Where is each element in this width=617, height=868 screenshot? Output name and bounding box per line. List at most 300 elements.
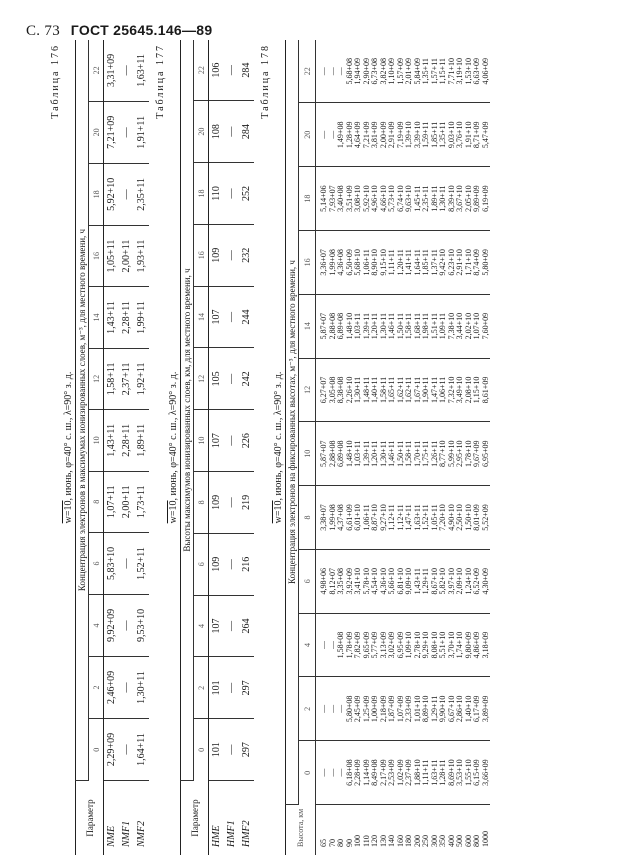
cell-value: 1,14+09 bbox=[361, 759, 371, 786]
cell-value: 8,49+08 bbox=[370, 759, 379, 786]
hour-header: 16 bbox=[89, 225, 104, 286]
cell-value: 1,78+10 bbox=[463, 440, 473, 467]
cell-value: 1,30+11 bbox=[378, 313, 388, 340]
cell-value: 8,89+10 bbox=[421, 695, 430, 723]
cell-value: 1,59+11 bbox=[421, 121, 430, 148]
cell-value: 3,41+10 bbox=[353, 568, 362, 595]
height-value: 140 bbox=[387, 835, 396, 847]
cell-value: 3,89+09 bbox=[480, 695, 490, 723]
cell-value: 6,89+08 bbox=[336, 440, 345, 467]
hour-column bbox=[316, 677, 491, 741]
cell-value: 1,58+11 bbox=[378, 376, 388, 404]
cell-value: 1,92+11 bbox=[134, 348, 149, 409]
cell-value: 8,87+10 bbox=[370, 504, 379, 531]
cell-value: 6,81+10 bbox=[395, 568, 405, 595]
table-176-caption: Таблица 176 bbox=[50, 44, 61, 119]
cell-value: 9,09+10 bbox=[404, 568, 413, 595]
hour-header: 10 bbox=[194, 410, 209, 472]
param-name: HMF1 bbox=[226, 820, 237, 847]
cell-value: 108 bbox=[209, 101, 225, 163]
cell-value: 6,01+10 bbox=[353, 504, 362, 531]
param-name: HMF2 bbox=[241, 820, 252, 847]
hour-header: 4 bbox=[89, 594, 104, 656]
cell-value: 1,37+11 bbox=[429, 249, 439, 276]
cell-value: 1,99+08 bbox=[327, 249, 337, 276]
cell-value: 1,63+11 bbox=[412, 504, 422, 531]
cell-value: 5,51+10 bbox=[438, 631, 447, 659]
cell-value: 5,68+10 bbox=[353, 249, 362, 276]
cell-value: — bbox=[224, 348, 239, 410]
height-value: 65 bbox=[319, 839, 328, 847]
hour-header: 10 bbox=[299, 422, 316, 486]
hour-header: 0 bbox=[89, 718, 104, 780]
cell-value: 1,50+10 bbox=[463, 504, 473, 531]
cell-value: 1,15+10 bbox=[472, 376, 481, 404]
cell-value: 1,35+11 bbox=[438, 121, 447, 148]
cell-value: 1,06+11 bbox=[361, 249, 371, 276]
cell-value: 8,71+09 bbox=[472, 121, 481, 149]
cell-value: 264 bbox=[239, 595, 254, 657]
cell-value: 2,18+09 bbox=[378, 695, 388, 723]
cell-value: 1,26+11 bbox=[429, 440, 439, 467]
cell-value: 1,43+11 bbox=[104, 287, 120, 348]
cell-value: 5,68+08 bbox=[344, 57, 354, 85]
cell-value: 1,51+11 bbox=[429, 313, 439, 340]
cell-value: — bbox=[224, 101, 239, 163]
cell-value: 109 bbox=[209, 533, 225, 595]
cell-value: 1,88+10 bbox=[412, 759, 422, 786]
height-value: 70 bbox=[327, 839, 337, 847]
cell-value: 3,13+09 bbox=[378, 631, 388, 659]
cell-value: 1,45+11 bbox=[412, 185, 422, 212]
hour-header: 20 bbox=[299, 103, 316, 167]
cell-value: 1,53+10 bbox=[463, 57, 473, 85]
cell-value: 2,28+11 bbox=[119, 410, 134, 471]
cell-value: 7,60+09 bbox=[480, 312, 490, 340]
cell-value: 2,08+10 bbox=[463, 376, 473, 404]
cell-value: 2,78+10 bbox=[412, 631, 422, 659]
cell-value: — bbox=[327, 67, 337, 76]
cell-value: — bbox=[224, 719, 239, 781]
cell-value: 9,15+10 bbox=[378, 249, 388, 276]
cell-value: 1,63+11 bbox=[429, 759, 439, 786]
cell-value: 1,28+09 bbox=[344, 121, 354, 149]
cell-value: 1,06+11 bbox=[361, 504, 371, 531]
cell-value: 2,35+11 bbox=[421, 185, 430, 212]
cell-value: 216 bbox=[239, 533, 254, 595]
cell-value: 1,99+08 bbox=[327, 504, 337, 531]
hour-header: 0 bbox=[299, 741, 316, 805]
cell-value: 3,97+10 bbox=[446, 568, 456, 595]
cell-value: 1,30+11 bbox=[353, 376, 362, 404]
hour-column bbox=[316, 294, 491, 358]
cell-value: 7,19+09 bbox=[395, 121, 405, 149]
standard-number: ГОСТ 25645.146—89 bbox=[70, 22, 213, 38]
height-value: 1000 bbox=[480, 831, 490, 847]
cell-value: 1,05+11 bbox=[429, 504, 439, 531]
hour-header: 6 bbox=[194, 533, 209, 595]
param-header: Параметр bbox=[76, 781, 104, 856]
cell-value: 7,21+09 bbox=[104, 101, 120, 163]
cell-value: 8,39+10 bbox=[446, 185, 456, 212]
cell-value: 9,42+10 bbox=[438, 249, 447, 276]
cell-value: 1,01+10 bbox=[412, 695, 422, 723]
cell-value: 4,96+10 bbox=[370, 185, 379, 212]
param-name: NMF2 bbox=[136, 820, 147, 847]
cell-value: 1,20+11 bbox=[370, 440, 379, 467]
cell-value: 3,67+10 bbox=[455, 185, 464, 212]
table-178-caption: Таблица 178 bbox=[260, 44, 271, 119]
cell-value: 3,40+08 bbox=[336, 185, 345, 212]
cell-value: 8,12+07 bbox=[327, 568, 337, 595]
cell-value: 5,92+10 bbox=[361, 185, 371, 212]
cell-value: 9,03+10 bbox=[446, 121, 456, 149]
cell-value: 3,31+09 bbox=[104, 40, 120, 101]
cell-value: 2,53+09 bbox=[387, 759, 396, 786]
hour-header: 10 bbox=[89, 410, 104, 471]
cell-value: 1,68+11 bbox=[412, 313, 422, 340]
height-value: 80 bbox=[336, 839, 345, 847]
cell-value: 1,41+11 bbox=[404, 249, 413, 276]
cell-value: 9,90+10 bbox=[438, 695, 447, 723]
param-name: NMF1 bbox=[121, 820, 132, 847]
cell-value: 105 bbox=[209, 348, 225, 410]
cell-value: 2,91+10 bbox=[455, 249, 464, 276]
cell-value: 4,30+09 bbox=[480, 568, 490, 595]
cell-value: 3,05+08 bbox=[327, 376, 337, 404]
cell-value: 3,70+10 bbox=[446, 631, 456, 659]
cell-value: 2,95+10 bbox=[455, 440, 464, 467]
cell-value: 1,20+11 bbox=[395, 249, 405, 276]
height-value: 200 bbox=[412, 835, 422, 847]
cell-value: — bbox=[319, 704, 328, 713]
cell-value: 1,02+09 bbox=[395, 759, 405, 786]
table-row bbox=[224, 40, 239, 855]
hour-header: 2 bbox=[89, 656, 104, 718]
page-header bbox=[26, 22, 212, 40]
height-value: 110 bbox=[361, 835, 371, 847]
cell-value: 2,91+09 bbox=[387, 121, 396, 149]
cell-value: 1,06+11 bbox=[438, 376, 447, 404]
cell-value: 109 bbox=[209, 472, 225, 534]
cell-value: 1,58+11 bbox=[104, 348, 120, 409]
table-177-title: w=10, июнь, φ=40° с. ш., λ=90° з. д. bbox=[168, 371, 179, 524]
cell-value: 226 bbox=[239, 410, 254, 472]
cell-value: 1,50+11 bbox=[395, 313, 405, 340]
hour-header: 4 bbox=[299, 613, 316, 677]
cell-value: 2,05+10 bbox=[463, 185, 473, 212]
hour-header: 16 bbox=[194, 224, 209, 286]
cell-value: 1,39+10 bbox=[404, 121, 413, 149]
cell-value: 1,85+11 bbox=[421, 249, 430, 276]
cell-value: 232 bbox=[239, 224, 254, 286]
cell-value: 1,87+09 bbox=[387, 695, 396, 723]
cell-value: 6,50+09 bbox=[344, 249, 354, 276]
cell-value: 1,30+11 bbox=[438, 185, 447, 212]
hour-header: 12 bbox=[194, 348, 209, 410]
cell-value: 1,24+10 bbox=[463, 568, 473, 595]
table-177-caption: Таблица 177 bbox=[155, 44, 166, 119]
cell-value: 3,76+10 bbox=[455, 121, 464, 149]
table-176 bbox=[75, 40, 149, 855]
cell-value: 2,00+11 bbox=[119, 225, 134, 286]
cell-value: 8,69+10 bbox=[446, 759, 456, 786]
cell-value: 5,84+09 bbox=[412, 57, 422, 85]
cell-value: 242 bbox=[239, 348, 254, 410]
cell-value: 9,65+09 bbox=[361, 631, 371, 659]
table-row bbox=[104, 40, 120, 855]
table-row bbox=[209, 40, 225, 855]
cell-value: 8,77+10 bbox=[438, 440, 447, 467]
cell-value: 6,15+09 bbox=[472, 759, 481, 786]
cell-value: 1,75+11 bbox=[421, 440, 430, 467]
height-value: 300 bbox=[429, 835, 439, 847]
cell-value: 1,03+11 bbox=[353, 313, 362, 340]
height-value: 120 bbox=[370, 835, 379, 847]
hour-header: 22 bbox=[89, 40, 104, 101]
cell-value: 8,08+10 bbox=[429, 631, 439, 659]
cell-value: 1,12+11 bbox=[395, 504, 405, 531]
hour-header: 6 bbox=[299, 549, 316, 613]
cell-value: 1,20+11 bbox=[370, 313, 379, 340]
height-value: 350 bbox=[438, 835, 447, 847]
hour-header: 12 bbox=[89, 348, 104, 409]
cell-value: — bbox=[336, 67, 345, 76]
cell-value: 3,66+09 bbox=[480, 759, 490, 786]
cell-value: 2,50+10 bbox=[455, 504, 464, 531]
cell-value: 1,15+11 bbox=[438, 58, 447, 85]
cell-value: 5,73+10 bbox=[387, 185, 396, 212]
hour-header: 22 bbox=[299, 40, 316, 103]
rotated-content bbox=[50, 40, 600, 855]
cell-value: 1,57+11 bbox=[429, 58, 439, 85]
cell-value: 1,30+11 bbox=[134, 656, 149, 718]
cell-value: 1,03+11 bbox=[353, 440, 362, 467]
cell-value: 3,39+10 bbox=[412, 121, 422, 149]
cell-value: 1,62+11 bbox=[404, 376, 413, 404]
cell-value: 107 bbox=[209, 286, 225, 348]
cell-value: 5,52+09 bbox=[480, 504, 490, 531]
cell-value: 1,73+11 bbox=[134, 471, 149, 532]
table-row bbox=[239, 40, 254, 855]
cell-value: 3,19+10 bbox=[455, 57, 464, 85]
hour-header: 14 bbox=[194, 286, 209, 348]
cell-value: 1,52+11 bbox=[421, 504, 430, 531]
cell-value: 2,33+09 bbox=[404, 695, 413, 723]
cell-value: 297 bbox=[239, 719, 254, 781]
cell-value: 2,17+09 bbox=[378, 759, 388, 786]
hour-header: 18 bbox=[194, 163, 209, 225]
cell-value: 1,11+11 bbox=[387, 249, 396, 276]
cell-value: 1,07+11 bbox=[104, 471, 120, 532]
cell-value: 1,70+11 bbox=[412, 440, 422, 467]
cell-value: 101 bbox=[209, 657, 225, 719]
cell-value: 106 bbox=[209, 40, 225, 101]
hour-header: 12 bbox=[299, 358, 316, 422]
cell-value: 1,12+11 bbox=[387, 504, 396, 531]
cell-value: 1,48+10 bbox=[344, 312, 354, 340]
cell-value: — bbox=[327, 130, 337, 139]
cell-value: — bbox=[119, 594, 134, 656]
cell-value: 1,85+11 bbox=[429, 121, 439, 148]
cell-value: 6,23+10 bbox=[446, 249, 456, 276]
cell-value: 9,27+10 bbox=[378, 504, 388, 531]
cell-value: 1,46+11 bbox=[387, 440, 396, 467]
height-column bbox=[316, 805, 491, 856]
cell-value: 284 bbox=[239, 40, 254, 101]
height-value: 180 bbox=[404, 835, 413, 847]
cell-value: 3,51+09 bbox=[344, 185, 354, 212]
table-row bbox=[119, 40, 134, 855]
cell-value: 2,28+11 bbox=[119, 287, 134, 348]
cell-value: 4,37+08 bbox=[336, 504, 345, 531]
cell-value: 1,64+11 bbox=[134, 718, 149, 780]
hour-column bbox=[316, 103, 491, 167]
cell-value: 4,86+09 bbox=[472, 631, 481, 659]
cell-value: 1,58+11 bbox=[404, 440, 413, 467]
cell-value: 1,28+11 bbox=[438, 759, 447, 786]
cell-value: 1,67+11 bbox=[412, 376, 422, 404]
cell-value: 1,58+08 bbox=[336, 631, 345, 659]
hour-header: 20 bbox=[194, 101, 209, 163]
cell-value: 1,89+11 bbox=[429, 185, 439, 212]
cell-value: 1,94+09 bbox=[353, 57, 362, 85]
cell-value: 9,89+09 bbox=[472, 185, 481, 212]
hour-header: 4 bbox=[194, 595, 209, 657]
cell-value: 4,64+09 bbox=[353, 121, 362, 149]
cell-value: 244 bbox=[239, 286, 254, 348]
cell-value: 1,25+09 bbox=[361, 695, 371, 723]
cell-value: 7,38+10 bbox=[446, 312, 456, 340]
cell-value: 4,36+10 bbox=[378, 568, 388, 595]
cell-value: 1,49+08 bbox=[336, 121, 345, 149]
cell-value: 4,06+09 bbox=[480, 57, 490, 85]
cell-value: — bbox=[319, 641, 328, 650]
cell-value: 1,57+09 bbox=[395, 57, 405, 85]
height-value: 160 bbox=[395, 835, 405, 847]
cell-value: 2,37+09 bbox=[404, 759, 413, 786]
cell-value: 6,67+10 bbox=[446, 695, 456, 723]
table-176-subheader: Концентрация электронов в максимумах ионизированных слоев, м⁻³, для местного времени, ч bbox=[76, 40, 89, 781]
hour-column bbox=[316, 40, 491, 103]
cell-value: 6,63+09 bbox=[472, 57, 481, 85]
cell-value: 1,07+09 bbox=[395, 695, 405, 723]
cell-value: 6,74+10 bbox=[395, 185, 405, 212]
cell-value: 2,86+10 bbox=[455, 695, 464, 723]
cell-value: — bbox=[119, 532, 134, 594]
cell-value: — bbox=[224, 595, 239, 657]
cell-value: 109 bbox=[209, 224, 225, 286]
hour-header: 0 bbox=[194, 719, 209, 781]
cell-value: 7,20+10 bbox=[438, 504, 447, 531]
cell-value: — bbox=[224, 286, 239, 348]
cell-value: 5,87+07 bbox=[319, 440, 328, 467]
cell-value: 7,93+07 bbox=[327, 185, 337, 212]
cell-value: 1,48+11 bbox=[361, 376, 371, 404]
hour-column bbox=[316, 549, 491, 613]
cell-value: 1,47+11 bbox=[404, 504, 413, 531]
height-value: 600 bbox=[463, 835, 473, 847]
table-178 bbox=[285, 40, 490, 855]
cell-value: 9,80+09 bbox=[463, 631, 473, 659]
cell-value: 1,29+11 bbox=[429, 695, 439, 722]
cell-value: 101 bbox=[209, 719, 225, 781]
cell-value: 110 bbox=[209, 163, 225, 225]
cell-value: 1,00+09 bbox=[370, 695, 379, 723]
cell-value: — bbox=[224, 533, 239, 595]
cell-value: 7,21+09 bbox=[361, 121, 371, 149]
cell-value: 1,43+11 bbox=[412, 568, 422, 595]
cell-value: 6,17+09 bbox=[472, 695, 481, 723]
cell-value: 6,61+09 bbox=[344, 504, 354, 531]
cell-value: 7,32+10 bbox=[446, 376, 456, 404]
cell-value: 5,82+10 bbox=[438, 568, 447, 595]
height-header: Высота, км bbox=[286, 805, 316, 856]
cell-value: 8,61+09 bbox=[480, 376, 490, 404]
cell-value: — bbox=[119, 101, 134, 163]
cell-value: 107 bbox=[209, 595, 225, 657]
cell-value: 1,46+11 bbox=[387, 313, 396, 340]
cell-value: 5,87+07 bbox=[319, 312, 328, 340]
cell-value: 9,29+10 bbox=[421, 631, 430, 659]
cell-value: 3,18+09 bbox=[480, 631, 490, 659]
hour-column bbox=[316, 486, 491, 550]
hour-header: 6 bbox=[89, 532, 104, 594]
hour-header: 2 bbox=[299, 677, 316, 741]
cell-value: 9,92+09 bbox=[104, 594, 120, 656]
cell-value: — bbox=[119, 656, 134, 718]
cell-value: 6,89+08 bbox=[336, 312, 345, 340]
cell-value: 2,45+09 bbox=[353, 695, 362, 723]
page-number: С. 73 bbox=[26, 23, 61, 39]
height-value: 90 bbox=[344, 839, 354, 847]
cell-value: 3,49+10 bbox=[455, 376, 464, 404]
table-177 bbox=[180, 40, 254, 855]
cell-value: 6,18+08 bbox=[344, 759, 354, 786]
cell-value: — bbox=[224, 224, 239, 286]
cell-value: 1,91+11 bbox=[134, 101, 149, 163]
cell-value: — bbox=[319, 67, 328, 76]
cell-value: 7,71+10 bbox=[446, 57, 456, 85]
cell-value: 9,67+09 bbox=[472, 440, 481, 467]
cell-value: 4,90+10 bbox=[446, 504, 456, 531]
hour-header: 8 bbox=[194, 472, 209, 534]
cell-value: 1,71+10 bbox=[463, 249, 473, 276]
cell-value: — bbox=[224, 40, 239, 101]
cell-value: 1,78+09 bbox=[344, 631, 354, 659]
hour-header: 18 bbox=[89, 163, 104, 225]
cell-value: 1,90+11 bbox=[421, 376, 430, 404]
hour-column bbox=[316, 741, 491, 805]
cell-value: 1,74+10 bbox=[455, 631, 464, 659]
cell-value: 3,92+09 bbox=[344, 568, 354, 595]
cell-value: 3,38+07 bbox=[319, 504, 328, 531]
cell-value: 8,01+09 bbox=[472, 504, 481, 531]
cell-value: 2,90+09 bbox=[361, 57, 371, 85]
cell-value: 1,11+11 bbox=[421, 759, 430, 786]
cell-value: 8,67+10 bbox=[429, 568, 439, 595]
cell-value: 3,81+09 bbox=[370, 121, 379, 149]
cell-value: 3,44+10 bbox=[455, 312, 464, 340]
cell-value: 4,36+08 bbox=[336, 249, 345, 276]
cell-value: 2,28+09 bbox=[353, 759, 362, 786]
cell-value: — bbox=[224, 163, 239, 225]
cell-value: 5,80+09 bbox=[480, 249, 490, 276]
cell-value: 1,43+11 bbox=[104, 410, 120, 471]
height-value: 250 bbox=[421, 835, 430, 847]
height-value: 130 bbox=[378, 835, 388, 847]
cell-value: — bbox=[327, 704, 337, 713]
